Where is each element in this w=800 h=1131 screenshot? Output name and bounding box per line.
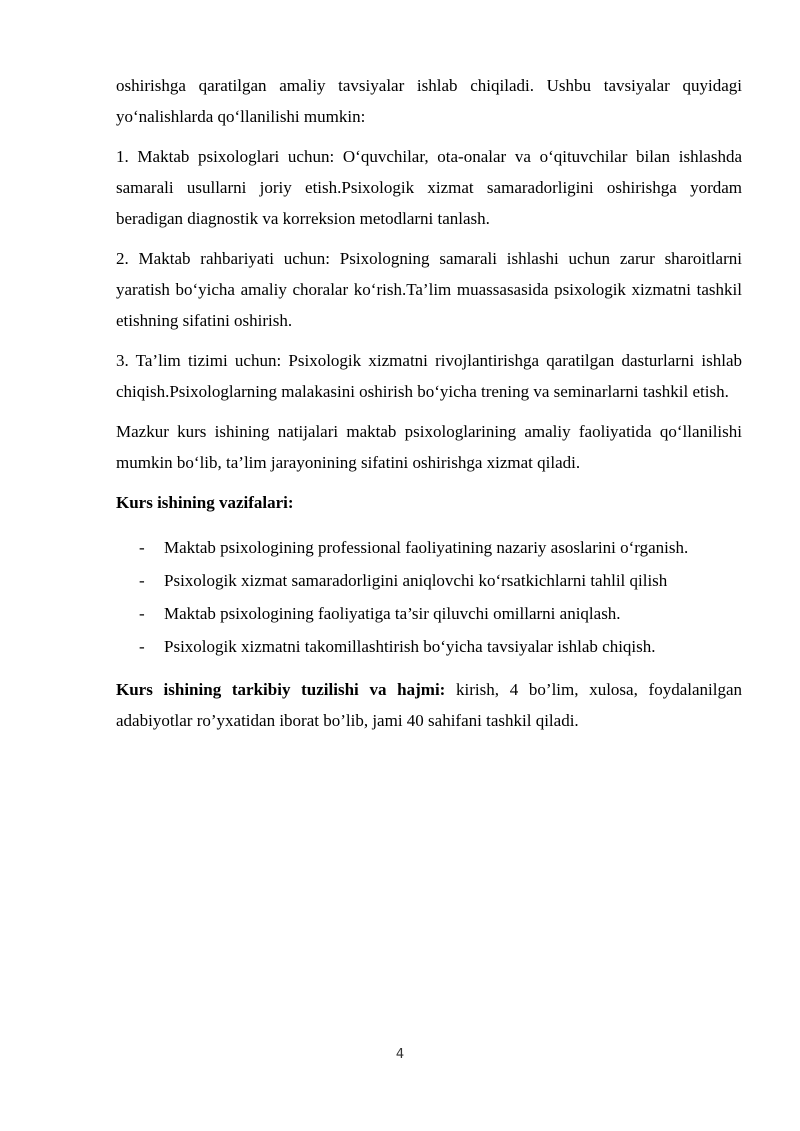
task-item (116, 565, 742, 596)
task-item (116, 598, 742, 629)
tasks-heading: Kurs ishining vazifalari: (116, 493, 294, 512)
task-item-text: Psixologik xizmatni takomillashtirish bo‘yicha tavsiyalar ishlab chiqish. (164, 637, 656, 656)
task-item-text: Psixologik xizmat samaradorligini aniqlovchi ko‘rsatkichlarni tahlil qilish (164, 571, 668, 590)
structure-paragraph (116, 674, 742, 736)
task-item (116, 631, 742, 662)
tasks-list (116, 532, 742, 662)
bullet-dash: - (139, 637, 145, 656)
conclusion-paragraph: Mazkur kurs ishining natijalari maktab psixologlarining amaliy faoliyatida qo‘llanilishi mumkin bo‘lib, ta’lim jarayonining sifatini oshirishga xizmat qiladi. (116, 422, 742, 472)
bullet-dash: - (139, 538, 145, 557)
page-number: 4 (395, 1047, 405, 1062)
task-item-text: Maktab psixologining faoliyatiga ta’sir qiluvchi omillarni aniqlash. (164, 604, 621, 623)
intro-paragraph: oshirishga qaratilgan amaliy tavsiyalar ishlab chiqiladi. Ushbu tavsiyalar quyidagi yo‘nalishlarda qo‘llanilishi mumkin: (116, 76, 742, 126)
recommendation-item-3: 3. Ta’lim tizimi uchun: Psixologik xizmatni rivojlantirishga qaratilgan dasturlarni ishlab chiqish.Psixologlarning malakasini oshirish bo‘yicha trening va seminarlarni tashkil etish. (116, 351, 742, 401)
task-item (116, 532, 742, 563)
bullet-dash: - (139, 604, 145, 623)
structure-text: kirish, 4 bo’lim, xulosa, foydalanilgan adabiyotlar ro’yxatidan iborat bo’lib, jami 40 sahifani tashkil qiladi. (116, 680, 742, 730)
structure-label: Kurs ishining tarkibiy tuzilishi va hajmi: (116, 680, 446, 699)
recommendation-item-2: 2. Maktab rahbariyati uchun: Psixologning samarali ishlashi uchun zarur sharoitlarni yaratish bo‘yicha amaliy choralar ko‘rish.Ta’lim muassasasida psixologik xizmatni tashkil etishning sifatini oshirish. (116, 249, 742, 330)
document-page (116, 70, 742, 745)
recommendation-item-1: 1. Maktab psixologlari uchun: O‘quvchilar, ota-onalar va o‘qituvchilar bilan ishlashda samarali usullarni joriy etish.Psixologik xizmat samaradorligini oshirishga yordam beradigan diagnostik va korreksion metodlarni tanlash. (116, 147, 742, 228)
task-item-text: Maktab psixologining professional faoliyatining nazariy asoslarini o‘rganish. (164, 538, 689, 557)
bullet-dash: - (139, 571, 145, 590)
